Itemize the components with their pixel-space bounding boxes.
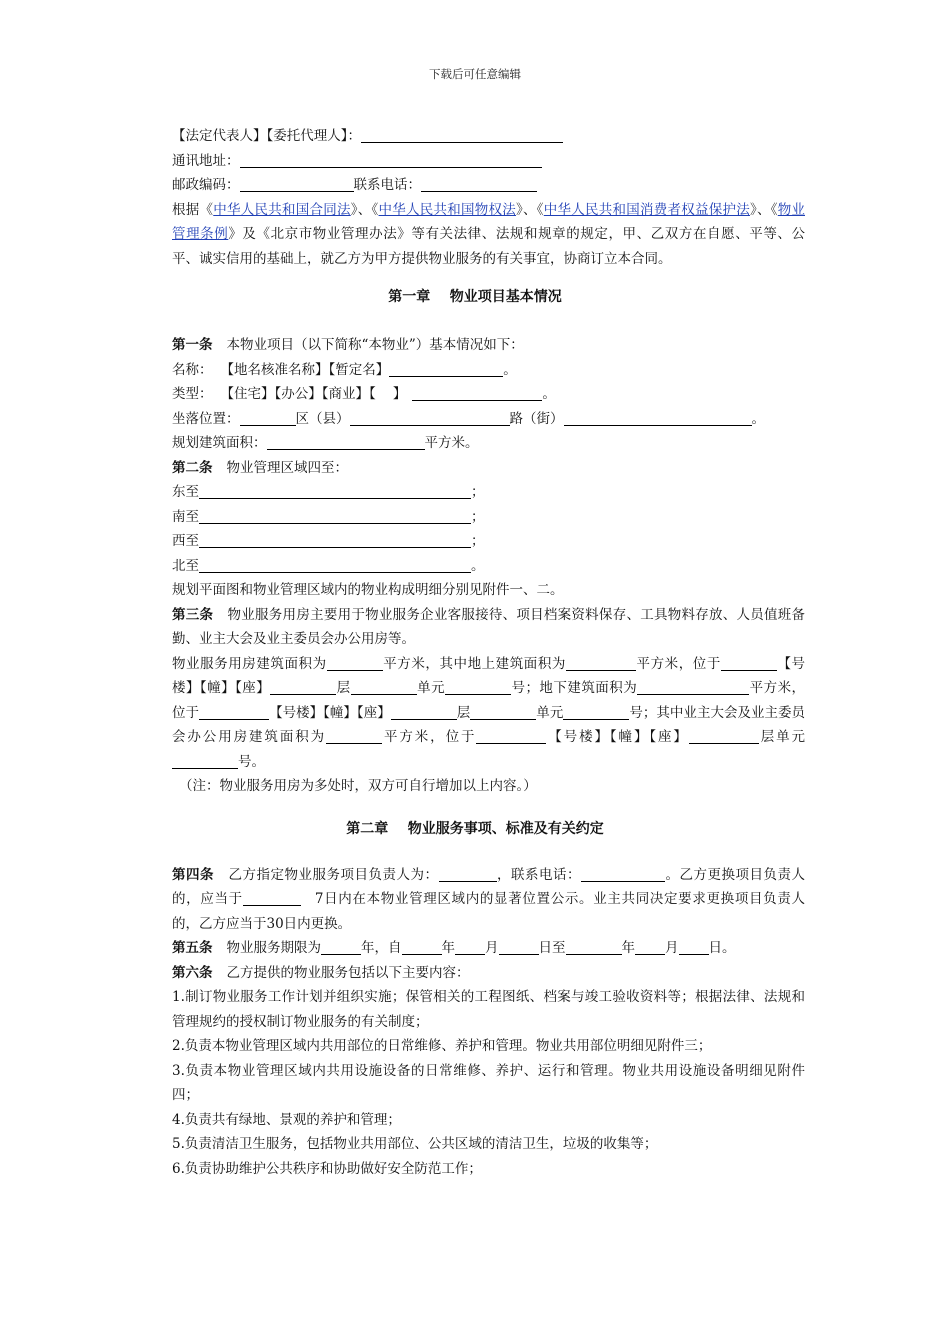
type-blank[interactable]	[412, 385, 542, 401]
north-blank[interactable]	[199, 557, 471, 573]
postcode-line	[145, 173, 805, 198]
service-item: 4.负责共有绿地、景观的养护和管理；	[172, 1111, 401, 1128]
service-item: 3.负责本物业管理区域内共用设施设备的日常维修、养护、运行和管理。物业共用设施设备明细见附件四；	[172, 1062, 805, 1103]
manager-phone-blank[interactable]	[581, 866, 665, 882]
law-link-property[interactable]: 中华人民共和国物权法	[378, 201, 516, 218]
intro-paragraph: 根据《中华人民共和国合同法》、《中华人民共和国物权法》、《中华人民共和国消费者权益保护法》、《物业管理条例》及《北京市物业管理办法》等有关法律、法规和规章的规定，甲、乙双方在自愿、平等、公平、诚实信用的基础上，就乙方为甲方提供物业服务的有关事宜，协商订立本合同。	[172, 201, 806, 267]
type-line: 类型： 【住宅】【办公】【商业】【 】 。	[172, 386, 556, 402]
boundary-east: 东至 ；	[172, 484, 485, 500]
office-unit-blank[interactable]	[172, 753, 238, 769]
rep-line	[145, 124, 805, 149]
page-header-note: 下载后可任意编辑	[429, 67, 521, 81]
term-years-blank[interactable]	[321, 939, 361, 955]
name-blank[interactable]	[389, 361, 503, 377]
service-item: 6.负责协助维护公共秩序和协助做好安全防范工作；	[172, 1160, 482, 1177]
planned-area-blank[interactable]	[267, 434, 425, 450]
under-unit-blank[interactable]	[563, 704, 629, 720]
address-label: 通讯地址：	[172, 152, 240, 169]
above-area-blank[interactable]	[566, 655, 636, 671]
service-room-paragraph: 物业服务用房建筑面积为 平方米，其中地上建筑面积为 平方米，位于 【号楼】【幢】【座】 层 单元 号；地下建筑面积为 平方米，位于 【号楼】【幢】【座】 层 单元 号；其中业主大会及业主委员会办公用房建筑面积为 平方米，位于 【号楼】【幢】【座】 层单元号。	[172, 655, 806, 770]
service-item: 1.制订物业服务工作计划并组织实施；保管相关的工程图纸、档案与竣工验收资料等；根据法律、法规和管理规约的授权制订物业服务的有关制度；	[172, 989, 805, 1030]
article-2-label: 第二条	[172, 459, 213, 476]
plan-note: 规划平面图和物业管理区域内的物业构成明细分别见附件一、二。	[172, 582, 564, 598]
under-area-blank[interactable]	[637, 679, 749, 695]
end-month-blank[interactable]	[635, 939, 665, 955]
chapter-2-title: 第二章 物业服务事项、标准及有关约定	[346, 820, 604, 837]
under-location-blank[interactable]	[199, 704, 269, 720]
west-blank[interactable]	[199, 532, 471, 548]
start-month-blank[interactable]	[455, 939, 485, 955]
phone-label: 联系电话：	[353, 177, 421, 193]
room-area-blank[interactable]	[327, 655, 383, 671]
article-6-label: 第六条	[172, 964, 213, 981]
address-line	[145, 149, 805, 174]
article-2: 第二条 物业管理区域四至：	[172, 459, 348, 476]
name-line: 名称： 【地名核准名称】【暂定名】 。	[172, 361, 517, 378]
service-item: 2.负责本物业管理区域内共用部位的日常维修、养护和管理。物业共用部位明细见附件三；	[172, 1038, 712, 1054]
postcode-label: 邮政编码：	[172, 177, 240, 193]
office-location-blank[interactable]	[476, 728, 546, 744]
boundary-north: 北至 。	[172, 557, 485, 574]
office-area-blank[interactable]	[326, 728, 382, 744]
law-link-regulation[interactable]: 物业管理条例	[172, 201, 805, 242]
address-detail-blank[interactable]	[564, 410, 752, 426]
road-blank[interactable]	[350, 410, 510, 426]
article-4: 第四条 乙方指定物业服务项目负责人为： ，联系电话： 。乙方更换项目负责人的，应当于 7日内在本物业管理区域内的显著位置公示。业主共同决定要求更换项目负责人的，乙方应当于30日内更换。	[172, 866, 806, 932]
chapter-1-title: 第一章 物业项目基本情况	[388, 289, 562, 305]
manager-blank[interactable]	[439, 866, 497, 882]
article-1-label: 第一条	[172, 337, 213, 353]
above-floor-blank[interactable]	[351, 679, 417, 695]
under-floor-blank[interactable]	[470, 704, 536, 720]
boundary-west: 西至 ；	[172, 533, 485, 549]
rep-blank[interactable]	[361, 127, 563, 143]
notice-days-blank[interactable]	[243, 890, 301, 906]
above-building-blank[interactable]	[270, 679, 336, 695]
article-5-label: 第五条	[172, 940, 213, 956]
under-building-blank[interactable]	[391, 704, 457, 720]
location-line: 坐落位置： 区（县） 路（街） 。	[172, 410, 765, 427]
rep-label: 【法定代表人】【委托代理人】：	[172, 128, 361, 144]
planned-area-line: 规划建筑面积： 平方米。	[172, 435, 479, 451]
article-4-label: 第四条	[172, 866, 214, 883]
article-3: 第三条 物业服务用房主要用于物业服务企业客服接待、项目档案资料保存、工具物料存放、人员值班备勤、业主大会及业主委员会办公用房等。	[172, 606, 806, 647]
article-3-label: 第三条	[172, 606, 214, 623]
end-day-blank[interactable]	[679, 939, 709, 955]
article-1: 第一条 本物业项目（以下简称“本物业”）基本情况如下：	[172, 337, 524, 353]
phone-blank[interactable]	[421, 176, 537, 192]
address-blank[interactable]	[240, 152, 542, 168]
boundary-south: 南至 ；	[172, 508, 485, 525]
above-location-blank[interactable]	[721, 655, 777, 671]
east-blank[interactable]	[199, 483, 471, 499]
article-6: 第六条 乙方提供的物业服务包括以下主要内容：	[172, 964, 470, 981]
law-link-contract[interactable]: 中华人民共和国合同法	[213, 201, 351, 218]
office-building-blank[interactable]	[689, 728, 759, 744]
article-5: 第五条 物业服务期限为 年，自 年 月 日至 年 月 日。	[172, 940, 736, 956]
postcode-blank[interactable]	[240, 176, 354, 192]
start-day-blank[interactable]	[499, 939, 539, 955]
start-year-blank[interactable]	[402, 939, 442, 955]
south-blank[interactable]	[199, 508, 471, 524]
service-item: 5.负责清洁卫生服务，包括物业共用部位、公共区域的清洁卫生，垃圾的收集等；	[172, 1136, 658, 1152]
law-link-consumer[interactable]: 中华人民共和国消费者权益保护法	[543, 201, 750, 218]
district-blank[interactable]	[240, 410, 296, 426]
service-room-note: （注：物业服务用房为多处时，双方可自行增加以上内容。）	[179, 778, 537, 794]
end-year-blank[interactable]	[566, 939, 622, 955]
above-unit-blank[interactable]	[445, 679, 511, 695]
contract-body	[145, 124, 805, 1181]
